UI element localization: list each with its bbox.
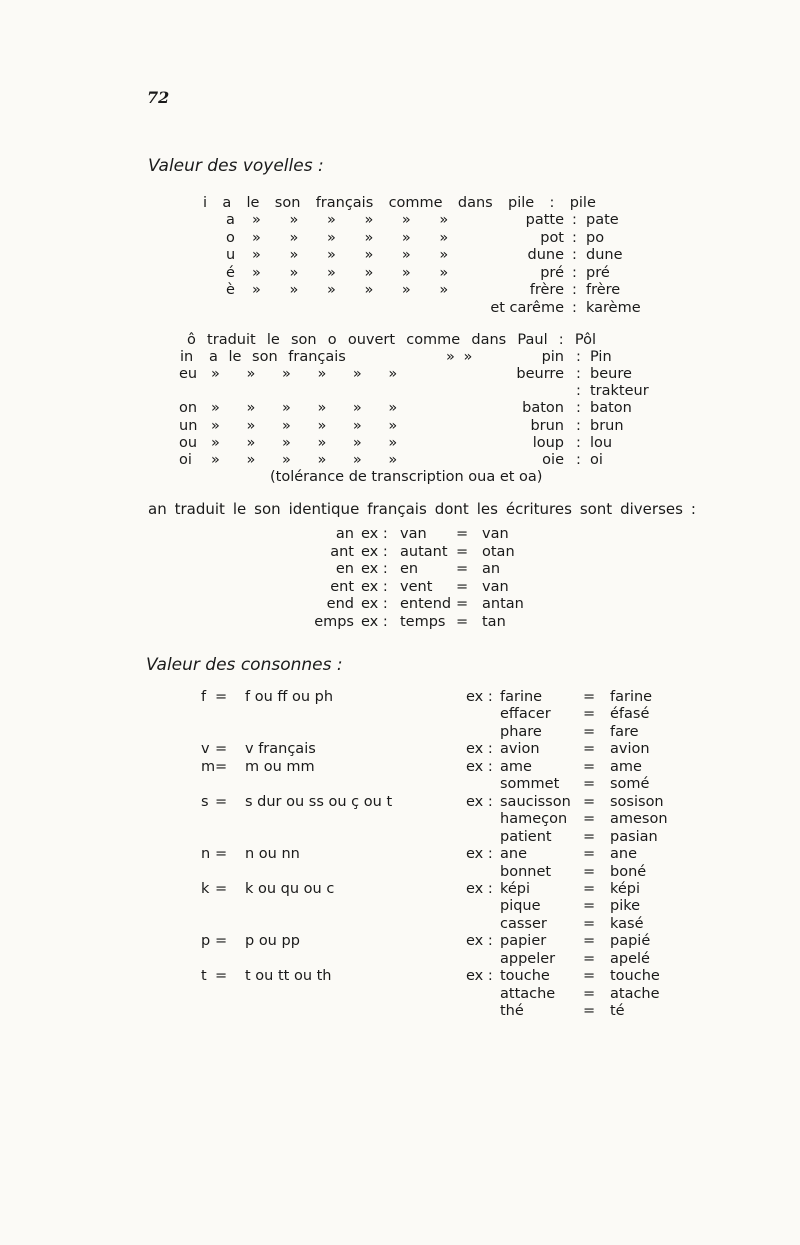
transcription: pike [610, 898, 641, 915]
tolerance-note: (tolérance de transcription oua et oa) [270, 469, 543, 485]
ex-label: ex : [361, 543, 388, 560]
source-word: pré [540, 264, 564, 281]
colon: : [576, 383, 581, 399]
equals-sign: = [583, 880, 596, 897]
source-word: hameçon [500, 811, 568, 828]
source-word: entend [400, 596, 452, 612]
transcription: somé [610, 776, 650, 793]
word: français [367, 500, 427, 518]
consonant-letter: k [201, 880, 210, 897]
transcription: té [610, 1003, 625, 1020]
consonants-heading: Valeur des consonnes : [146, 655, 343, 675]
consonant-letter: p [201, 933, 211, 950]
equals-sign: = [456, 543, 469, 560]
equals-sign: = [583, 915, 596, 932]
transcription: lou [590, 435, 613, 451]
equals-sign: = [215, 758, 228, 775]
transcription: ame [610, 758, 642, 775]
word: Pôl [574, 332, 596, 348]
ex-label: ex : [466, 846, 493, 863]
source-word: brun [530, 418, 564, 434]
spelling: v français [245, 741, 316, 758]
spelling: p ou pp [245, 933, 300, 950]
consonant-letter: t [201, 968, 207, 985]
word: écritures [505, 500, 572, 518]
source-word: touche [500, 968, 550, 985]
equals-sign: = [583, 758, 596, 775]
word: traduit [174, 500, 225, 518]
word: le [232, 500, 247, 518]
colon: : [572, 264, 577, 281]
source-word: sommet [500, 776, 560, 793]
transcription: an [482, 561, 501, 577]
word: dans [471, 332, 507, 348]
source-word: baton [522, 400, 564, 416]
source-word: oie [542, 452, 564, 468]
transcription: frère [586, 282, 621, 299]
source-word: phare [500, 723, 542, 740]
word: : [549, 195, 555, 211]
equals-sign: = [583, 706, 596, 723]
spelling: t ou tt ou th [245, 968, 332, 985]
transcription: farine [610, 689, 653, 705]
ditto-marks: » » » » » » [252, 264, 449, 281]
source-word: pot [540, 229, 564, 246]
word: : [558, 332, 564, 348]
transcription: touche [610, 968, 660, 985]
ex-label: ex : [466, 793, 493, 810]
ex-label: ex : [466, 933, 493, 950]
source-word: papier [500, 933, 547, 950]
word: son [290, 332, 317, 348]
transcription: boné [610, 863, 647, 880]
transcription: dune [586, 247, 623, 264]
equals-sign: = [215, 793, 228, 810]
equals-sign: = [583, 968, 596, 985]
ex-label: ex : [466, 758, 493, 775]
source-word: bonnet [500, 863, 552, 880]
source-word: frère [529, 282, 564, 299]
word: ô [187, 332, 196, 348]
transcription: fare [610, 723, 639, 740]
source-word: et carême [490, 300, 564, 316]
equals-sign: = [583, 985, 596, 1002]
colon: : [576, 435, 581, 451]
transcription: papié [610, 933, 651, 950]
vowel-key: eu [179, 366, 198, 382]
equals-sign: = [456, 596, 469, 612]
vowel2-text: a le son français [209, 349, 346, 365]
equals-sign: = [456, 561, 469, 577]
spelling: an [335, 526, 354, 542]
vowels-heading: Valeur des voyelles : [148, 156, 324, 176]
transcription: kasé [610, 915, 644, 932]
transcription: képi [610, 880, 641, 897]
colon: : [576, 452, 581, 468]
source-word: casser [500, 915, 547, 932]
ditto-marks: » » » » » » [211, 366, 398, 382]
equals-sign: = [215, 880, 228, 897]
source-word: farine [500, 689, 543, 705]
vowel-key: oi [179, 452, 192, 468]
word: dans [457, 195, 493, 211]
spelling: n ou nn [245, 846, 300, 863]
ex-label: ex : [361, 578, 388, 595]
colon: : [572, 212, 577, 228]
word: les [476, 500, 498, 518]
ditto-marks: » » » » » » [211, 418, 398, 434]
source-word: temps [400, 613, 446, 630]
source-word: beurre [516, 366, 564, 382]
equals-sign: = [215, 933, 228, 950]
source-word: saucisson [500, 793, 571, 810]
word: identique [288, 500, 360, 518]
colon: : [576, 366, 581, 382]
word: i [203, 195, 208, 211]
source-word: attache [500, 985, 556, 1002]
transcription: po [586, 229, 605, 246]
transcription: antan [482, 596, 524, 612]
spelling: end [326, 596, 354, 612]
word: ouvert [347, 332, 396, 348]
source-word: pique [500, 898, 541, 915]
ditto-marks: » » » » » » [252, 282, 449, 299]
vowel2-key-in: in [180, 349, 194, 365]
source-word: van [400, 526, 427, 542]
word: le [246, 195, 260, 211]
ex-label: ex : [466, 968, 493, 985]
colon: : [572, 300, 577, 316]
ex-label: ex : [466, 689, 493, 705]
consonant-letter: n [201, 846, 211, 863]
equals-sign: = [583, 950, 596, 967]
ditto-marks: » » » » » » [211, 452, 398, 468]
spelling: ent [330, 578, 354, 595]
transcription: ameson [610, 811, 668, 828]
transcription: pasian [610, 828, 658, 845]
equals-sign: = [583, 811, 596, 828]
word: français [315, 195, 374, 211]
source-word: effacer [500, 706, 551, 723]
equals-sign: = [583, 828, 596, 845]
vowel-first-line [203, 194, 596, 212]
source-word: patte [525, 212, 564, 228]
source-word: ame [500, 758, 532, 775]
transcription: tan [482, 613, 506, 630]
equals-sign: = [583, 793, 596, 810]
transcription: avion [610, 741, 650, 758]
transcription: oi [590, 452, 603, 468]
word: comme [406, 332, 461, 348]
equals-sign: = [215, 968, 228, 985]
source-word: en [400, 561, 419, 577]
transcription: ane [610, 846, 637, 863]
word: pile [569, 195, 596, 211]
source-word: appeler [500, 950, 556, 967]
spelling: k ou qu ou c [245, 880, 335, 897]
colon: : [576, 349, 581, 365]
colon: : [572, 247, 577, 264]
ditto-marks: » » » » » » [252, 229, 449, 246]
transcription: trakteur [590, 383, 649, 399]
transcription: apelé [610, 950, 650, 967]
transcription: pré [586, 264, 610, 281]
equals-sign: = [456, 613, 469, 630]
word: a [222, 195, 232, 211]
equals-sign: = [583, 863, 596, 880]
ex-label: ex : [361, 561, 388, 577]
equals-sign: = [583, 723, 596, 740]
transcription: atache [610, 985, 660, 1002]
transcription: van [482, 578, 509, 595]
vowel-key: o [226, 229, 235, 246]
transcription: brun [590, 418, 624, 434]
source-word: avion [500, 741, 540, 758]
word: traduit [207, 332, 256, 348]
spelling: en [335, 561, 354, 577]
word: sont [579, 500, 613, 518]
vowel-key: un [179, 418, 198, 434]
an-intro-line [148, 500, 696, 518]
word: son [274, 195, 301, 211]
ditto-marks: » » » » » » [252, 247, 449, 264]
colon: : [572, 282, 577, 299]
transcription: otan [482, 543, 515, 560]
source-word: vent [400, 578, 433, 595]
equals-sign: = [583, 776, 596, 793]
word: comme [388, 195, 443, 211]
source-word: autant [400, 543, 448, 560]
equals-sign: = [215, 741, 228, 758]
equals-sign: = [583, 898, 596, 915]
page-number: 72 [147, 88, 170, 107]
ditto-marks: » » [446, 349, 475, 365]
equals-sign: = [583, 741, 596, 758]
vowel-key: è [226, 282, 235, 299]
word: le [266, 332, 280, 348]
equals-sign: = [456, 526, 469, 542]
word: o [327, 332, 337, 348]
consonant-letter: m [201, 758, 216, 775]
ex-label: ex : [466, 880, 493, 897]
ex-label: ex : [361, 613, 388, 630]
spelling: m ou mm [245, 758, 315, 775]
word: pile [508, 195, 535, 211]
transcription: pate [586, 212, 619, 228]
equals-sign: = [583, 933, 596, 950]
transcription: sosison [610, 793, 664, 810]
word: son [254, 500, 281, 518]
word: : [690, 500, 696, 518]
ex-label: ex : [466, 741, 493, 758]
vowel-key: on [179, 400, 198, 416]
ditto-marks: » » » » » » [211, 400, 398, 416]
transcription: beure [590, 366, 632, 382]
source-word: thé [500, 1003, 524, 1020]
equals-sign: = [215, 846, 228, 863]
consonant-letter: v [201, 741, 210, 758]
colon: : [576, 418, 581, 434]
word: dont [434, 500, 469, 518]
transcription: Pin [590, 349, 612, 365]
word: diverses [620, 500, 683, 518]
ex-label: ex : [361, 526, 388, 542]
transcription: karème [586, 300, 641, 316]
vowel-key: é [226, 264, 235, 281]
ex-label: ex : [361, 596, 388, 612]
ditto-marks: » » » » » » [252, 212, 449, 228]
source-word: loup [532, 435, 564, 451]
vowel-key: ou [179, 435, 198, 451]
source-word: patient [500, 828, 552, 845]
colon: : [572, 229, 577, 246]
transcription: éfasé [610, 706, 650, 723]
colon: : [576, 400, 581, 416]
consonant-letter: s [201, 793, 209, 810]
source-word: dune [527, 247, 564, 264]
equals-sign: = [215, 689, 228, 705]
spelling: f ou ff ou ph [245, 689, 334, 705]
equals-sign: = [583, 846, 596, 863]
word: an [148, 500, 167, 518]
equals-sign: = [456, 578, 469, 595]
spelling: ant [330, 543, 354, 560]
ditto-marks: » » » » » » [211, 435, 398, 451]
vowel-key: u [226, 247, 236, 264]
equals-sign: = [583, 1003, 596, 1020]
source-word: pin [541, 349, 564, 365]
word: Paul [517, 332, 548, 348]
consonant-letter: f [201, 689, 207, 705]
source-word: képi [500, 880, 531, 897]
source-word: ane [500, 846, 527, 863]
equals-sign: = [583, 689, 596, 705]
transcription: baton [590, 400, 632, 416]
vowel-key: a [226, 212, 235, 228]
spelling: emps [314, 613, 354, 630]
transcription: van [482, 526, 509, 542]
spelling: s dur ou ss ou ç ou t [245, 793, 393, 810]
vowel2-first-line [187, 331, 596, 349]
